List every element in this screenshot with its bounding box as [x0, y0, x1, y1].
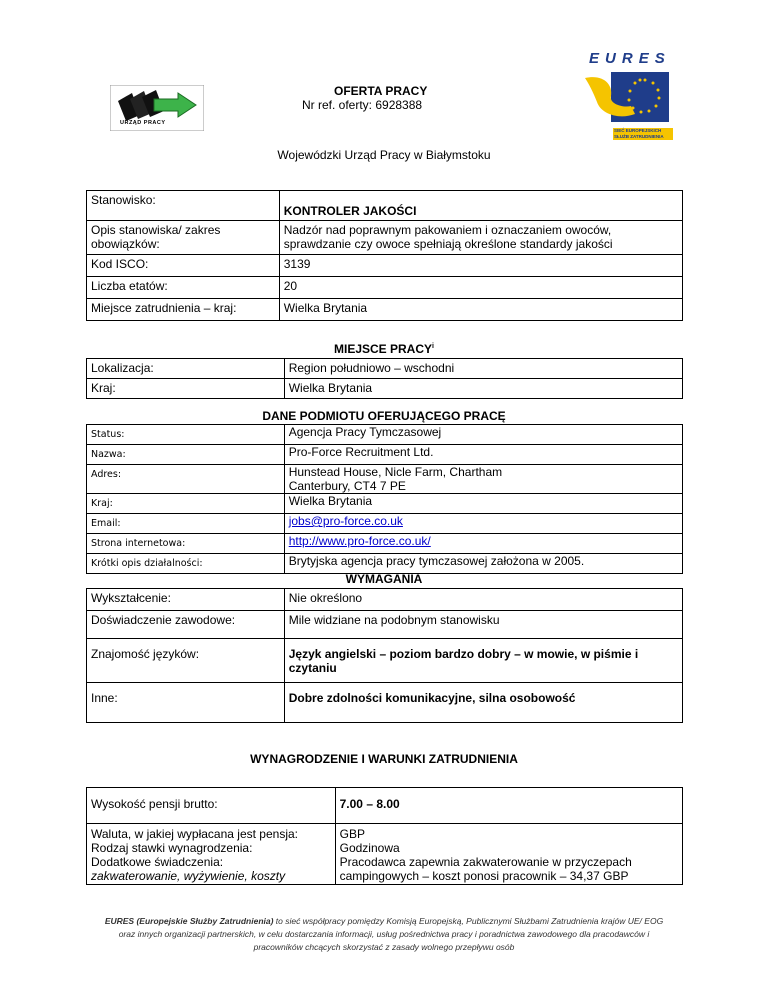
place-section-title [0, 342, 768, 356]
requirements-section-title: WYMAGANIA [345, 572, 423, 586]
eures-subtext-line1: SIEĆ EUROPEJSKICH [614, 128, 662, 133]
table-row [87, 255, 683, 277]
email-value [284, 514, 682, 534]
footer-line1-text: to sieć współpracy pomiędzy Komisją Europejską, Publicznymi Służbami Zatrudnienia krajów UE/ EOG [273, 916, 664, 926]
table-row [87, 589, 683, 611]
eures-subtext [613, 128, 673, 140]
place-footnote: i [432, 343, 434, 350]
location-label: Lokalizacja: [87, 359, 285, 379]
email-link[interactable]: jobs@pro-force.co.uk [288, 514, 403, 528]
isco-value: 3139 [279, 255, 682, 277]
status-value: Agencja Pracy Tymczasowej [284, 425, 682, 445]
document-title: OFERTA PRACY [334, 84, 428, 98]
eures-letter-e1: E [589, 50, 606, 67]
employer-table [86, 424, 683, 574]
urzad-pracy-logo [110, 85, 204, 131]
table-row [87, 554, 683, 574]
table-row [87, 299, 683, 321]
employer-country-value: Wielka Brytania [284, 494, 682, 514]
footer-line3: pracowników chcących skorzystać z zasady wolnego przepływu osób [253, 942, 515, 952]
eures-letter-u: U [605, 50, 622, 67]
address-value [284, 465, 682, 494]
salary-table [86, 787, 683, 885]
job-title-value [279, 191, 682, 221]
place-title-text: MIEJSCE PRACY [334, 342, 433, 356]
salary-details-values [335, 824, 682, 885]
eures-letter-s: S [654, 50, 671, 67]
employer-section-title: DANE PODMIOTU OFERUJĄCEGO PRACĘ [262, 409, 506, 423]
job-description-value: Nadzór nad poprawnym pakowaniem i oznaczaniem owoców, sprawdzanie czy owoce spełniają określone standardy jakości [279, 221, 682, 255]
experience-label: Doświadczenie zawodowe: [87, 611, 285, 639]
other-label: Inne: [87, 683, 285, 723]
table-row [87, 824, 683, 885]
table-row [87, 494, 683, 514]
eures-footer [86, 915, 682, 954]
table-row [87, 465, 683, 494]
table-row [87, 425, 683, 445]
footer-line2: oraz innych organizacji partnerskich, w celu dostarczania informacji, usług pośrednictwa pracy i poradnictwa zawodowego dla pracodawców i [118, 929, 650, 939]
positions-value: 20 [279, 277, 682, 299]
currency-value: GBP [339, 827, 365, 841]
name-value: Pro-Force Recruitment Ltd. [284, 445, 682, 465]
place-table [86, 358, 683, 399]
description-label: Krótki opis działalności: [87, 554, 285, 574]
country-label: Miejsce zatrudnienia – kraj: [87, 299, 280, 321]
table-row [87, 514, 683, 534]
education-value: Nie określono [284, 589, 682, 611]
other-value: Dobre zdolności komunikacyjne, silna osobowość [284, 683, 682, 723]
table-row [87, 534, 683, 554]
currency-label: Waluta, w jakiej wypłacana jest pensja: [91, 827, 298, 841]
isco-label: Kod ISCO: [87, 255, 280, 277]
requirements-table [86, 588, 683, 723]
country-value: Wielka Brytania [279, 299, 682, 321]
table-row [87, 611, 683, 639]
address-line2: Canterbury, CT4 7 PE [288, 479, 406, 493]
footer-bold: EURES (Europejskie Służby Zatrudnienia) [104, 916, 274, 926]
description-value: Brytyjska agencja pracy tymczasowej założona w 2005. [284, 554, 682, 574]
eures-letter-r: R [621, 50, 639, 67]
rate-value: Godzinowa [339, 841, 400, 855]
job-description-label: Opis stanowiska/ zakres obowiązków: [87, 221, 280, 255]
languages-value: Język angielski – poziom bardzo dobry – w mowie, w piśmie i czytaniu [284, 639, 682, 683]
salary-details-labels [87, 824, 336, 885]
website-link[interactable]: http://www.pro-force.co.uk/ [288, 534, 431, 548]
job-title-text: KONTROLER JAKOŚCI [283, 204, 417, 218]
eures-emblem-icon [583, 70, 673, 130]
name-label: Nazwa: [87, 445, 285, 465]
benefits-sublabel: zakwaterowanie, wyżywienie, koszty [91, 869, 286, 883]
table-row [87, 191, 683, 221]
rate-label: Rodzaj stawki wynagrodzenia: [91, 841, 253, 855]
place-country-label: Kraj: [87, 379, 285, 399]
languages-label: Znajomość języków: [87, 639, 285, 683]
address-label: Adres: [87, 465, 285, 494]
salary-section-title: WYNAGRODZENIE I WARUNKI ZATRUDNIENIA [250, 752, 518, 766]
footer-line1 [86, 915, 682, 928]
gross-value: 7.00 – 8.00 [335, 788, 682, 824]
table-row [87, 639, 683, 683]
job-table [86, 190, 683, 321]
benefits-value-line1: Pracodawca zapewnia zakwaterowanie w przyczepach [339, 855, 632, 869]
location-value: Region południowo – wschodni [284, 359, 682, 379]
status-label: Status: [87, 425, 285, 445]
positions-label: Liczba etatów: [87, 277, 280, 299]
benefits-value-line2: campingowych – koszt ponosi pracownik – 34,37 GBP [339, 869, 629, 883]
table-row [87, 359, 683, 379]
gross-label: Wysokość pensji brutto: [87, 788, 336, 824]
employer-country-label: Kraj: [87, 494, 285, 514]
eures-logo [583, 50, 673, 146]
urzad-pracy-logo-text: URZĄD PRACY [120, 120, 166, 126]
table-row [87, 683, 683, 723]
benefits-label: Dodatkowe świadczenia: [91, 855, 224, 869]
eures-letters [589, 50, 673, 67]
place-country-value: Wielka Brytania [284, 379, 682, 399]
website-label: Strona internetowa: [87, 534, 285, 554]
office-name: Wojewódzki Urząd Pracy w Białymstoku [277, 148, 491, 162]
table-row [87, 445, 683, 465]
offer-reference: Nr ref. oferty: 6928388 [302, 98, 423, 112]
email-label: Email: [87, 514, 285, 534]
table-row [87, 379, 683, 399]
address-line1: Hunstead House, Nicle Farm, Chartham [288, 465, 503, 479]
website-value [284, 534, 682, 554]
education-label: Wykształcenie: [87, 589, 285, 611]
table-row [87, 221, 683, 255]
eures-letter-e2: E [638, 50, 655, 67]
experience-value: Mile widziane na podobnym stanowisku [284, 611, 682, 639]
table-row [87, 788, 683, 824]
eures-subtext-line2: SŁUŻB ZATRUDNIENIA [614, 134, 664, 139]
job-title-label: Stanowisko: [87, 191, 280, 221]
table-row [87, 277, 683, 299]
